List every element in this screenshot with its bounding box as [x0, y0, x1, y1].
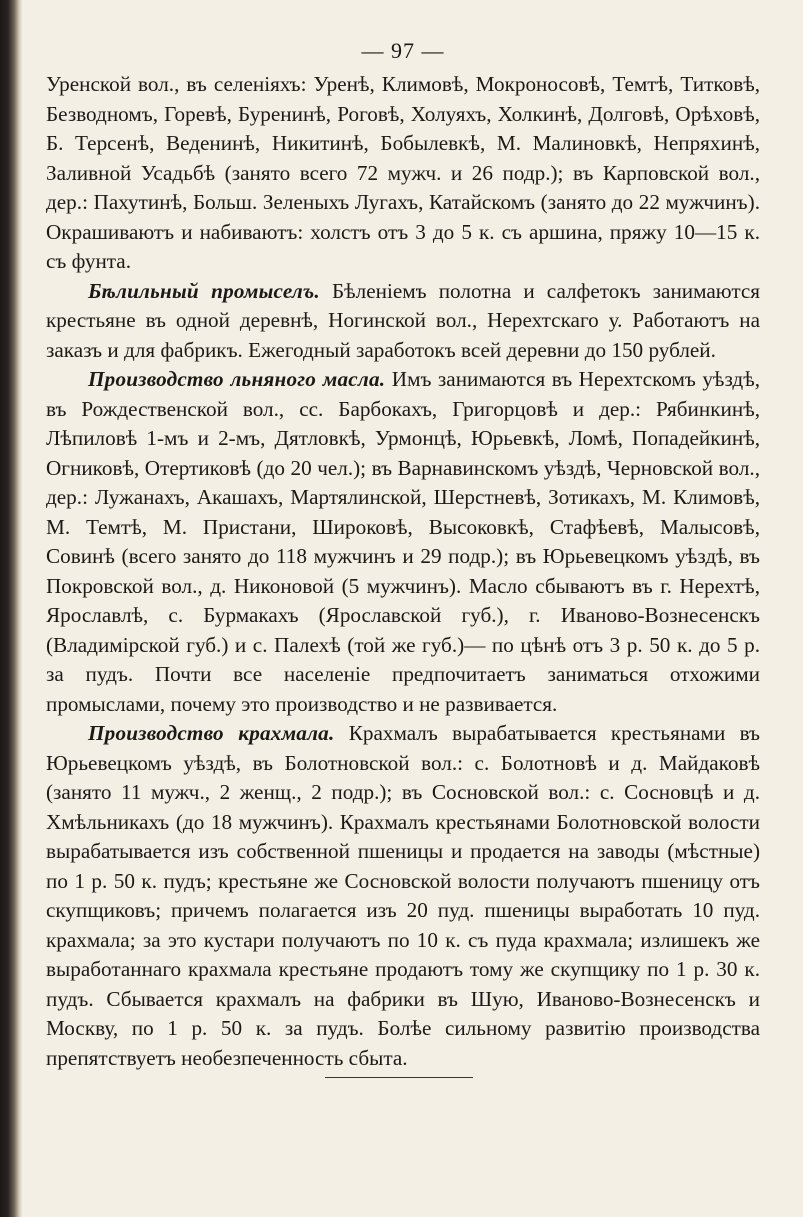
paragraph-starch: [46, 719, 760, 1073]
paragraph-text: Крахмалъ вырабатывается крестьянами въ Юрьевецкомъ уѣздѣ, въ Болотновской вол.: с. Болотновѣ и д. Майдаковѣ (занято 11 мужч., 2 женщ., 2 подр.); въ Сосновской вол.: с. Сосновцѣ и д. Хмѣльникахъ (до 18 мужчинъ). Крахмалъ крестьянами Болотновской волости вырабатывается изъ собственной пшеницы и продается на заводы (мѣстные) по 1 р. 50 к. пудъ; крестьяне же Сосновской волости получаютъ пшеницу отъ скупщиковъ; причемъ полагается изъ 20 пуд. пшеницы выработать 10 пуд. крахмала; за это кустари получаютъ по 10 к. съ пуда крахмала; излишекъ же выработаннаго крахмала крестьяне продаютъ тому же скупщику по 1 р. 30 к. пудъ. Сбывается крахмалъ на фабрики въ Шую, Иваново-Вознесенскъ и Москву, по 1 р. 50 к. за пудъ. Болѣе сильному развитію производства препятствуетъ необезпеченность сбыта.: [46, 721, 760, 1070]
paragraph-linseed-oil: [46, 365, 760, 719]
section-heading-starch: Производство крахмала.: [88, 721, 335, 745]
closing-rule: [325, 1077, 473, 1078]
paragraph-text: Уренской вол., въ селеніяхъ: Уренѣ, Климовѣ, Мокроносовѣ, Темтѣ, Титковѣ, Безводномъ, Горевѣ, Буренинѣ, Роговѣ, Холуяхъ, Холкинѣ, Долговѣ, Орѣховѣ, Б. Терсенѣ, Веденинѣ, Никитинѣ, Бобылевкѣ, М. Малиновкѣ, Непряхинѣ, Заливной Усадьбѣ (занято всего 72 мужч. и 26 подр.); въ Карповской вол., дер.: Пахутинѣ, Больш. Зеленыхъ Лугахъ, Катайскомъ (занято до 22 мужчинъ). Окрашиваютъ и набиваютъ: холстъ отъ 3 до 5 к. съ аршина, пряжу 10—15 к. съ фунта.: [46, 72, 760, 273]
section-heading-linseed-oil: Производство льняного масла.: [88, 367, 386, 391]
page-number: — 97 —: [361, 38, 445, 63]
page-body: [46, 38, 760, 1073]
paragraph-text: Бѣленіемъ полотна и салфетокъ занимаются крестьяне въ одной деревнѣ, Ногинской вол., Нерехтскаго у. Работаютъ на заказъ и для фабрикъ. Ежегодный заработокъ всей деревни до 150 рублей.: [46, 278, 761, 362]
paragraph-text: Имъ занимаются въ Нерехтскомъ уѣздѣ, въ Рождественской вол., сс. Барбокахъ, Григорцовѣ и дер.: Рябинкинѣ, Лѣпиловѣ 1-мъ и 2-мъ, Дятловкѣ, Урмонцѣ, Юрьевкѣ, Ломѣ, Попадейкинѣ, Огниковѣ, Отертиковѣ (до 20 чел.); въ Варнавинскомъ уѣздѣ, Черновской вол., дер.: Лужанахъ, Акашахъ, Мартялинской, Шерстневѣ, Зотикахъ, М. Климовѣ, М. Темтѣ, М. Пристани, Широковѣ, Высоковкѣ, Стафѣевѣ, Малысовѣ, Совинѣ (всего занято до 118 мужчинъ и 29 подр.); въ Юрьевецкомъ уѣздѣ, въ Покровской вол., д. Никоновой (5 мужчинъ). Масло сбываютъ въ г. Нерехтѣ, Ярославлѣ, с. Бурмакахъ (Ярославской губ.), г. Иваново-Вознесенскъ (Владимірской губ.) и с. Палехѣ (той же губ.)— по цѣнѣ отъ 3 р. 50 к. до 5 р. за пудъ. Почти все населеніе предпочитаетъ заниматься отхожими промыслами, почему это производство и не развивается.: [46, 367, 761, 716]
paragraph-bleaching: [46, 277, 760, 366]
paragraph-dyeing-continued: [46, 70, 760, 277]
book-spine-shadow: [0, 0, 22, 1217]
section-heading-bleaching: Бѣлильный промыселъ.: [88, 278, 320, 303]
